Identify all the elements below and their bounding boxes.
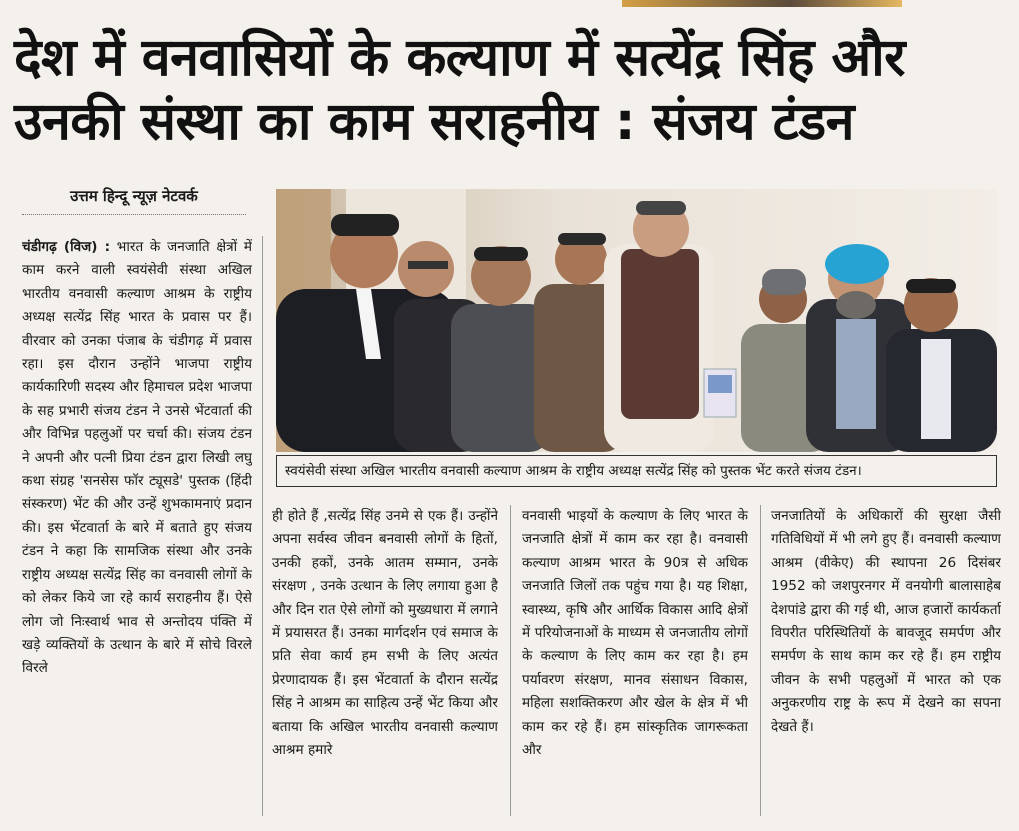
article-text-4: जनजातियों के अधिकारों की सुरक्षा जैसी गतिविधियों में भी लगे हुए हैं। वनवासी कल्याण आश्रम (वीकेए) की स्थापना 26 दिसंबर 1952 को जशपुरनगर में वनयोगी बालासाहेब देशपांडे द्वारा की गई थी, आज हजारों कार्यकर्ता विपरीत परिस्थितियों के बावजूद समर्पण और समर्पण के साथ काम कर रहे हैं। हम राष्ट्रीय जीवन के सभी पहलुओं में भारत को एक अनुकरणीय राष्ट्र के रूप में देखने का सपना देखते हैं। <box>771 508 1001 735</box>
article-column-2 <box>272 505 498 815</box>
article-text-1: भारत के जनजाति क्षेत्रों में काम करने वाली स्वयंसेवी संस्था अखिल भारतीय वनवासी कल्याण आश्रम के राष्ट्रीय अध्यक्ष सत्येंद्र सिंह भारत के प्रवास पर हैं। वीरवार को उनका पंजाब के चंडीगढ़ में प्रवास रहा। इस दौरान उन्होंने भाजपा राष्ट्रीय कार्यकारिणी सदस्य और हिमाचल प्रदेश भाजपा के सह प्रभारी संजय टंडन ने उनसे भेंटवार्ता की और विभिन्न पहलुओं पर चर्चा की। संजय टंडन ने अपनी और पत्नी प्रिया टंडन द्वारा लिखी लघु कथा संग्रह 'सनसेस फॉर ट्यूसडे' पुस्तक (हिंदी संस्करण) भेंट की और उन्हें शुभकामनाएं प्रदान की। इस भेंटवार्ता के बारे में बताते हुए संजय टंडन ने कहा कि सामजिक संस्था और उनके राष्ट्रीय अध्यक्ष सत्येंद्र सिंह का वनवासी लोगों के को लेकर किये जा रहे कार्य सराहनीय हैं। ऐसे लोग जो निःस्वार्थ भाव से अन्तोदय पंक्ति में खड़े व्यक्तियों के उत्थान के बारे में सोचे विरले विरले <box>22 239 252 677</box>
article-text-3: वनवासी भाइयों के कल्याण के लिए भारत के जनजाति क्षेत्रों में काम कर रहा है। वनवासी कल्याण आश्रम भारत के 90त्र से अधिक जनजाति जिलों तक पहुंच गया है। यह शिक्षा, स्वास्थ्य, कृषि और आर्थिक विकास आदि क्षेत्रों में परियोजनाओं के माध्यम से जनजातीय लोगों के कल्याण के लिए काम कर रहा है। हम पर्यावरण संरक्षण, मानव संसाधन विकास, महिला सशक्तिकरण और खेल के क्षेत्र में भी काम कर रहे हैं। हम सांस्कृतिक जागरूकता और <box>522 508 748 759</box>
headline <box>14 26 1004 154</box>
headline-line-2: उनकी संस्था का काम सराहनीय : संजय टंडन <box>14 92 854 152</box>
news-photo <box>276 189 997 452</box>
top-photo-strip <box>622 0 902 7</box>
dateline: चंडीगढ़ (विज) : <box>22 239 111 255</box>
column-rule <box>510 505 511 816</box>
group-photo-illustration <box>276 189 997 452</box>
article-column-4 <box>771 505 1001 815</box>
headline-line-1: देश में वनवासियों के कल्याण में सत्येंद्र सिंह और <box>14 28 905 88</box>
photo-caption: स्वयंसेवी संस्था अखिल भारतीय वनवासी कल्याण आश्रम के राष्ट्रीय अध्यक्ष सत्येंद्र सिंह को पुस्तक भेंट करते संजय टंडन। <box>276 455 997 487</box>
article-column-3 <box>522 505 748 815</box>
column-rule <box>760 505 761 816</box>
article-column-1 <box>22 236 252 816</box>
byline: उत्तम हिन्दू न्यूज़ नेटवर्क <box>22 186 246 215</box>
article-text-2: ही होते हैं ,सत्येंद्र सिंह उनमे से एक हैं। उन्होंने अपना सर्वस्व जीवन बनवासी लोगों के हितों, उनकी हकों, उनके आतम सम्मान, उनके संरक्षण , उनके उत्थान के लिए लगाया हुआ है और दिन रात ऐसे लोगों को मुख्यधारा में लगाने में प्रयासरत हैं। उनका मार्गदर्शन एवं समाज के प्रति सेवा कार्य हम सभी के लिए अत्यंत प्रेरणादायक हैं। इस भेंटवार्ता के दौरान सत्येंद्र सिंह ने आश्रम का साहित्य उन्हें भेंट किया और बताया कि अखिल भारतीय वनवासी कल्याण आश्रम हमारे <box>272 508 498 759</box>
column-rule <box>262 236 263 816</box>
